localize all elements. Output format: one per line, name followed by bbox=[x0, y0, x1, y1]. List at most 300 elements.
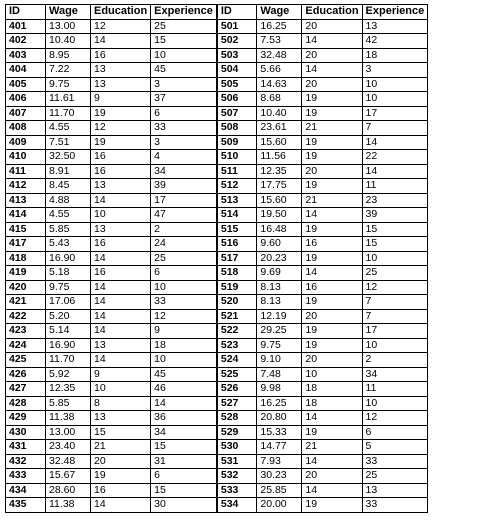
cell-education-left: 14 bbox=[91, 251, 151, 266]
cell-education-left: 16 bbox=[91, 164, 151, 179]
cell-id-left: 408 bbox=[6, 121, 46, 136]
cell-education-left: 10 bbox=[91, 208, 151, 223]
cell-experience-right: 13 bbox=[362, 483, 428, 498]
cell-id-right: 525 bbox=[217, 367, 257, 382]
cell-education-right: 14 bbox=[302, 483, 362, 498]
cell-id-right: 506 bbox=[217, 92, 257, 107]
cell-experience-left: 24 bbox=[151, 237, 217, 252]
cell-wage-right: 12.19 bbox=[257, 309, 302, 324]
cell-education-right: 20 bbox=[302, 469, 362, 484]
cell-wage-left: 8.95 bbox=[46, 48, 91, 63]
cell-experience-left: 18 bbox=[151, 338, 217, 353]
cell-education-left: 16 bbox=[91, 266, 151, 281]
cell-education-right: 20 bbox=[302, 48, 362, 63]
cell-education-left: 14 bbox=[91, 353, 151, 368]
cell-experience-left: 12 bbox=[151, 309, 217, 324]
cell-education-left: 13 bbox=[91, 179, 151, 194]
cell-education-right: 14 bbox=[302, 266, 362, 281]
cell-experience-left: 36 bbox=[151, 411, 217, 426]
cell-id-right: 504 bbox=[217, 63, 257, 78]
cell-wage-left: 11.61 bbox=[46, 92, 91, 107]
cell-experience-right: 10 bbox=[362, 396, 428, 411]
cell-id-right: 511 bbox=[217, 164, 257, 179]
cell-experience-right: 17 bbox=[362, 106, 428, 121]
cell-wage-left: 32.48 bbox=[46, 454, 91, 469]
cell-education-left: 14 bbox=[91, 34, 151, 49]
cell-education-left: 16 bbox=[91, 150, 151, 165]
cell-wage-left: 5.14 bbox=[46, 324, 91, 339]
cell-education-left: 9 bbox=[91, 367, 151, 382]
cell-education-right: 14 bbox=[302, 208, 362, 223]
cell-experience-left: 14 bbox=[151, 396, 217, 411]
table-row bbox=[6, 338, 428, 353]
cell-wage-right: 8.13 bbox=[257, 295, 302, 310]
cell-education-right: 19 bbox=[302, 92, 362, 107]
cell-wage-left: 8.91 bbox=[46, 164, 91, 179]
table-row bbox=[6, 77, 428, 92]
cell-wage-left: 5.85 bbox=[46, 396, 91, 411]
cell-education-left: 12 bbox=[91, 121, 151, 136]
cell-id-right: 524 bbox=[217, 353, 257, 368]
cell-id-left: 422 bbox=[6, 309, 46, 324]
cell-wage-right: 8.13 bbox=[257, 280, 302, 295]
cell-wage-left: 16.90 bbox=[46, 251, 91, 266]
cell-id-right: 527 bbox=[217, 396, 257, 411]
cell-id-left: 423 bbox=[6, 324, 46, 339]
cell-experience-left: 15 bbox=[151, 34, 217, 49]
cell-id-left: 405 bbox=[6, 77, 46, 92]
cell-experience-left: 33 bbox=[151, 295, 217, 310]
cell-education-left: 8 bbox=[91, 396, 151, 411]
cell-experience-right: 23 bbox=[362, 193, 428, 208]
cell-experience-right: 7 bbox=[362, 309, 428, 324]
cell-id-right: 522 bbox=[217, 324, 257, 339]
cell-experience-right: 3 bbox=[362, 63, 428, 78]
cell-education-left: 20 bbox=[91, 454, 151, 469]
cell-experience-left: 47 bbox=[151, 208, 217, 223]
cell-id-right: 532 bbox=[217, 469, 257, 484]
cell-id-right: 519 bbox=[217, 280, 257, 295]
cell-wage-right: 7.93 bbox=[257, 454, 302, 469]
cell-wage-left: 5.92 bbox=[46, 367, 91, 382]
table-row bbox=[6, 396, 428, 411]
cell-experience-right: 10 bbox=[362, 92, 428, 107]
cell-wage-left: 11.38 bbox=[46, 411, 91, 426]
cell-id-right: 507 bbox=[217, 106, 257, 121]
cell-id-right: 503 bbox=[217, 48, 257, 63]
cell-experience-right: 14 bbox=[362, 135, 428, 150]
cell-education-right: 14 bbox=[302, 411, 362, 426]
cell-wage-right: 14.63 bbox=[257, 77, 302, 92]
cell-id-right: 520 bbox=[217, 295, 257, 310]
cell-id-right: 508 bbox=[217, 121, 257, 136]
table-row bbox=[6, 425, 428, 440]
table-row bbox=[6, 353, 428, 368]
cell-experience-left: 17 bbox=[151, 193, 217, 208]
cell-education-left: 16 bbox=[91, 237, 151, 252]
table-row bbox=[6, 411, 428, 426]
table-row bbox=[6, 454, 428, 469]
wage-data-table bbox=[5, 4, 428, 513]
cell-education-right: 19 bbox=[302, 251, 362, 266]
cell-education-right: 18 bbox=[302, 382, 362, 397]
cell-id-right: 514 bbox=[217, 208, 257, 223]
cell-id-right: 515 bbox=[217, 222, 257, 237]
cell-wage-right: 16.25 bbox=[257, 396, 302, 411]
cell-wage-left: 11.70 bbox=[46, 106, 91, 121]
table-row bbox=[6, 469, 428, 484]
cell-id-left: 414 bbox=[6, 208, 46, 223]
cell-experience-right: 22 bbox=[362, 150, 428, 165]
cell-wage-right: 20.80 bbox=[257, 411, 302, 426]
table-row bbox=[6, 367, 428, 382]
header-wage-right: Wage bbox=[257, 5, 302, 20]
table-row bbox=[6, 498, 428, 513]
cell-education-right: 20 bbox=[302, 77, 362, 92]
cell-education-left: 16 bbox=[91, 48, 151, 63]
cell-id-right: 533 bbox=[217, 483, 257, 498]
cell-experience-right: 14 bbox=[362, 164, 428, 179]
table-row bbox=[6, 150, 428, 165]
cell-id-left: 435 bbox=[6, 498, 46, 513]
cell-experience-left: 9 bbox=[151, 324, 217, 339]
cell-experience-right: 13 bbox=[362, 19, 428, 34]
cell-wage-right: 15.33 bbox=[257, 425, 302, 440]
cell-id-right: 516 bbox=[217, 237, 257, 252]
cell-experience-left: 37 bbox=[151, 92, 217, 107]
cell-experience-left: 6 bbox=[151, 469, 217, 484]
cell-id-right: 523 bbox=[217, 338, 257, 353]
cell-wage-left: 23.40 bbox=[46, 440, 91, 455]
cell-experience-left: 15 bbox=[151, 440, 217, 455]
cell-experience-left: 34 bbox=[151, 164, 217, 179]
cell-experience-right: 39 bbox=[362, 208, 428, 223]
cell-wage-right: 10.40 bbox=[257, 106, 302, 121]
cell-wage-left: 7.22 bbox=[46, 63, 91, 78]
cell-wage-right: 17.75 bbox=[257, 179, 302, 194]
cell-education-left: 13 bbox=[91, 63, 151, 78]
cell-wage-left: 5.43 bbox=[46, 237, 91, 252]
cell-education-left: 12 bbox=[91, 19, 151, 34]
cell-education-right: 19 bbox=[302, 338, 362, 353]
cell-wage-right: 16.48 bbox=[257, 222, 302, 237]
cell-id-right: 501 bbox=[217, 19, 257, 34]
cell-education-right: 10 bbox=[302, 367, 362, 382]
cell-wage-right: 19.50 bbox=[257, 208, 302, 223]
cell-experience-right: 33 bbox=[362, 454, 428, 469]
cell-education-left: 13 bbox=[91, 338, 151, 353]
cell-education-right: 20 bbox=[302, 353, 362, 368]
cell-education-right: 20 bbox=[302, 164, 362, 179]
cell-id-right: 529 bbox=[217, 425, 257, 440]
cell-experience-right: 6 bbox=[362, 425, 428, 440]
header-experience-left: Experience bbox=[151, 5, 217, 20]
cell-id-left: 418 bbox=[6, 251, 46, 266]
cell-experience-right: 10 bbox=[362, 77, 428, 92]
table-row bbox=[6, 208, 428, 223]
table-row bbox=[6, 251, 428, 266]
cell-education-left: 9 bbox=[91, 92, 151, 107]
cell-education-left: 14 bbox=[91, 324, 151, 339]
cell-experience-right: 17 bbox=[362, 324, 428, 339]
table-row bbox=[6, 164, 428, 179]
cell-wage-left: 16.90 bbox=[46, 338, 91, 353]
cell-wage-left: 7.51 bbox=[46, 135, 91, 150]
cell-experience-left: 46 bbox=[151, 382, 217, 397]
cell-wage-left: 5.18 bbox=[46, 266, 91, 281]
cell-wage-left: 5.85 bbox=[46, 222, 91, 237]
cell-wage-right: 15.60 bbox=[257, 135, 302, 150]
cell-wage-right: 23.61 bbox=[257, 121, 302, 136]
cell-id-left: 410 bbox=[6, 150, 46, 165]
cell-experience-right: 11 bbox=[362, 382, 428, 397]
cell-experience-left: 15 bbox=[151, 483, 217, 498]
cell-id-left: 412 bbox=[6, 179, 46, 194]
cell-id-left: 428 bbox=[6, 396, 46, 411]
cell-experience-right: 12 bbox=[362, 411, 428, 426]
cell-experience-right: 10 bbox=[362, 251, 428, 266]
cell-id-right: 518 bbox=[217, 266, 257, 281]
cell-wage-right: 7.48 bbox=[257, 367, 302, 382]
table-row bbox=[6, 280, 428, 295]
cell-education-right: 16 bbox=[302, 237, 362, 252]
cell-education-right: 19 bbox=[302, 106, 362, 121]
cell-wage-left: 9.75 bbox=[46, 77, 91, 92]
cell-experience-left: 31 bbox=[151, 454, 217, 469]
header-education-left: Education bbox=[91, 5, 151, 20]
table-row bbox=[6, 63, 428, 78]
cell-education-right: 21 bbox=[302, 440, 362, 455]
cell-education-left: 10 bbox=[91, 382, 151, 397]
cell-wage-right: 12.35 bbox=[257, 164, 302, 179]
cell-id-left: 409 bbox=[6, 135, 46, 150]
cell-wage-right: 32.48 bbox=[257, 48, 302, 63]
table-row bbox=[6, 309, 428, 324]
cell-experience-left: 6 bbox=[151, 106, 217, 121]
cell-education-left: 13 bbox=[91, 411, 151, 426]
cell-wage-right: 15.60 bbox=[257, 193, 302, 208]
cell-id-right: 502 bbox=[217, 34, 257, 49]
cell-experience-left: 10 bbox=[151, 48, 217, 63]
cell-education-left: 14 bbox=[91, 193, 151, 208]
cell-education-left: 19 bbox=[91, 469, 151, 484]
cell-id-left: 424 bbox=[6, 338, 46, 353]
cell-education-left: 21 bbox=[91, 440, 151, 455]
cell-id-right: 521 bbox=[217, 309, 257, 324]
cell-experience-right: 7 bbox=[362, 295, 428, 310]
cell-wage-right: 11.56 bbox=[257, 150, 302, 165]
cell-education-right: 16 bbox=[302, 280, 362, 295]
cell-wage-left: 4.55 bbox=[46, 121, 91, 136]
cell-education-left: 13 bbox=[91, 222, 151, 237]
cell-experience-right: 34 bbox=[362, 367, 428, 382]
cell-experience-left: 10 bbox=[151, 280, 217, 295]
cell-experience-left: 10 bbox=[151, 353, 217, 368]
cell-experience-left: 34 bbox=[151, 425, 217, 440]
cell-education-right: 19 bbox=[302, 498, 362, 513]
cell-education-right: 19 bbox=[302, 324, 362, 339]
cell-id-left: 407 bbox=[6, 106, 46, 121]
cell-id-right: 528 bbox=[217, 411, 257, 426]
cell-id-right: 512 bbox=[217, 179, 257, 194]
cell-wage-left: 13.00 bbox=[46, 19, 91, 34]
wage-data-table-container bbox=[5, 4, 428, 513]
cell-experience-left: 3 bbox=[151, 77, 217, 92]
cell-education-right: 19 bbox=[302, 150, 362, 165]
cell-education-left: 14 bbox=[91, 280, 151, 295]
table-row bbox=[6, 295, 428, 310]
cell-experience-left: 45 bbox=[151, 367, 217, 382]
cell-wage-left: 13.00 bbox=[46, 425, 91, 440]
cell-education-right: 19 bbox=[302, 425, 362, 440]
cell-experience-right: 2 bbox=[362, 353, 428, 368]
cell-wage-left: 4.55 bbox=[46, 208, 91, 223]
cell-id-left: 434 bbox=[6, 483, 46, 498]
cell-experience-left: 6 bbox=[151, 266, 217, 281]
table-body bbox=[6, 19, 428, 512]
header-experience-right: Experience bbox=[362, 5, 428, 20]
cell-id-left: 401 bbox=[6, 19, 46, 34]
cell-education-right: 19 bbox=[302, 179, 362, 194]
cell-id-left: 403 bbox=[6, 48, 46, 63]
cell-wage-left: 9.75 bbox=[46, 280, 91, 295]
header-wage-left: Wage bbox=[46, 5, 91, 20]
cell-experience-left: 4 bbox=[151, 150, 217, 165]
cell-education-right: 18 bbox=[302, 396, 362, 411]
cell-wage-left: 15.67 bbox=[46, 469, 91, 484]
table-row bbox=[6, 222, 428, 237]
cell-id-left: 432 bbox=[6, 454, 46, 469]
cell-wage-left: 4.88 bbox=[46, 193, 91, 208]
header-education-right: Education bbox=[302, 5, 362, 20]
cell-id-right: 526 bbox=[217, 382, 257, 397]
table-row bbox=[6, 237, 428, 252]
cell-id-left: 425 bbox=[6, 353, 46, 368]
table-row bbox=[6, 440, 428, 455]
cell-id-left: 406 bbox=[6, 92, 46, 107]
table-row bbox=[6, 382, 428, 397]
cell-id-left: 413 bbox=[6, 193, 46, 208]
cell-id-left: 419 bbox=[6, 266, 46, 281]
cell-wage-left: 32.50 bbox=[46, 150, 91, 165]
cell-id-left: 430 bbox=[6, 425, 46, 440]
cell-education-right: 21 bbox=[302, 121, 362, 136]
cell-experience-right: 33 bbox=[362, 498, 428, 513]
header-id-left: ID bbox=[6, 5, 46, 20]
cell-id-left: 402 bbox=[6, 34, 46, 49]
cell-id-left: 433 bbox=[6, 469, 46, 484]
cell-experience-right: 25 bbox=[362, 469, 428, 484]
cell-experience-right: 25 bbox=[362, 266, 428, 281]
cell-id-left: 429 bbox=[6, 411, 46, 426]
table-row bbox=[6, 121, 428, 136]
table-row bbox=[6, 179, 428, 194]
cell-education-right: 14 bbox=[302, 34, 362, 49]
cell-experience-left: 2 bbox=[151, 222, 217, 237]
cell-wage-left: 5.20 bbox=[46, 309, 91, 324]
cell-wage-right: 9.10 bbox=[257, 353, 302, 368]
cell-wage-left: 12.35 bbox=[46, 382, 91, 397]
table-row bbox=[6, 34, 428, 49]
cell-wage-right: 9.69 bbox=[257, 266, 302, 281]
cell-education-left: 15 bbox=[91, 425, 151, 440]
cell-experience-right: 5 bbox=[362, 440, 428, 455]
cell-experience-left: 33 bbox=[151, 121, 217, 136]
cell-id-left: 431 bbox=[6, 440, 46, 455]
cell-wage-left: 11.70 bbox=[46, 353, 91, 368]
cell-education-left: 19 bbox=[91, 106, 151, 121]
table-row bbox=[6, 48, 428, 63]
cell-wage-right: 16.25 bbox=[257, 19, 302, 34]
cell-education-right: 14 bbox=[302, 454, 362, 469]
cell-education-left: 16 bbox=[91, 483, 151, 498]
cell-id-right: 510 bbox=[217, 150, 257, 165]
cell-wage-right: 7.53 bbox=[257, 34, 302, 49]
cell-id-right: 534 bbox=[217, 498, 257, 513]
cell-education-right: 19 bbox=[302, 135, 362, 150]
cell-id-right: 505 bbox=[217, 77, 257, 92]
cell-id-left: 427 bbox=[6, 382, 46, 397]
cell-wage-left: 10.40 bbox=[46, 34, 91, 49]
cell-education-right: 20 bbox=[302, 309, 362, 324]
header-id-right: ID bbox=[217, 5, 257, 20]
cell-education-left: 14 bbox=[91, 498, 151, 513]
cell-id-right: 530 bbox=[217, 440, 257, 455]
cell-experience-right: 15 bbox=[362, 237, 428, 252]
cell-education-left: 19 bbox=[91, 135, 151, 150]
table-row bbox=[6, 266, 428, 281]
cell-experience-right: 42 bbox=[362, 34, 428, 49]
cell-experience-right: 7 bbox=[362, 121, 428, 136]
cell-experience-left: 45 bbox=[151, 63, 217, 78]
cell-education-left: 13 bbox=[91, 77, 151, 92]
cell-experience-left: 25 bbox=[151, 19, 217, 34]
cell-id-left: 421 bbox=[6, 295, 46, 310]
cell-experience-left: 30 bbox=[151, 498, 217, 513]
cell-wage-right: 20.00 bbox=[257, 498, 302, 513]
cell-wage-right: 29.25 bbox=[257, 324, 302, 339]
cell-id-left: 426 bbox=[6, 367, 46, 382]
table-row bbox=[6, 19, 428, 34]
cell-education-left: 14 bbox=[91, 309, 151, 324]
cell-wage-left: 17.06 bbox=[46, 295, 91, 310]
cell-wage-right: 9.75 bbox=[257, 338, 302, 353]
cell-wage-right: 30.23 bbox=[257, 469, 302, 484]
cell-experience-right: 18 bbox=[362, 48, 428, 63]
cell-wage-right: 20.23 bbox=[257, 251, 302, 266]
cell-wage-right: 9.98 bbox=[257, 382, 302, 397]
table-row bbox=[6, 324, 428, 339]
cell-wage-left: 11.38 bbox=[46, 498, 91, 513]
cell-id-right: 509 bbox=[217, 135, 257, 150]
cell-education-right: 21 bbox=[302, 193, 362, 208]
table-row bbox=[6, 106, 428, 121]
cell-education-right: 14 bbox=[302, 63, 362, 78]
cell-wage-right: 14.77 bbox=[257, 440, 302, 455]
cell-education-right: 19 bbox=[302, 222, 362, 237]
table-header-row bbox=[6, 5, 428, 20]
table-row bbox=[6, 135, 428, 150]
table-row bbox=[6, 92, 428, 107]
cell-education-right: 20 bbox=[302, 19, 362, 34]
cell-wage-right: 8.68 bbox=[257, 92, 302, 107]
table-row bbox=[6, 483, 428, 498]
cell-id-right: 531 bbox=[217, 454, 257, 469]
cell-id-left: 411 bbox=[6, 164, 46, 179]
cell-wage-right: 9.60 bbox=[257, 237, 302, 252]
cell-wage-left: 8.45 bbox=[46, 179, 91, 194]
cell-id-right: 513 bbox=[217, 193, 257, 208]
